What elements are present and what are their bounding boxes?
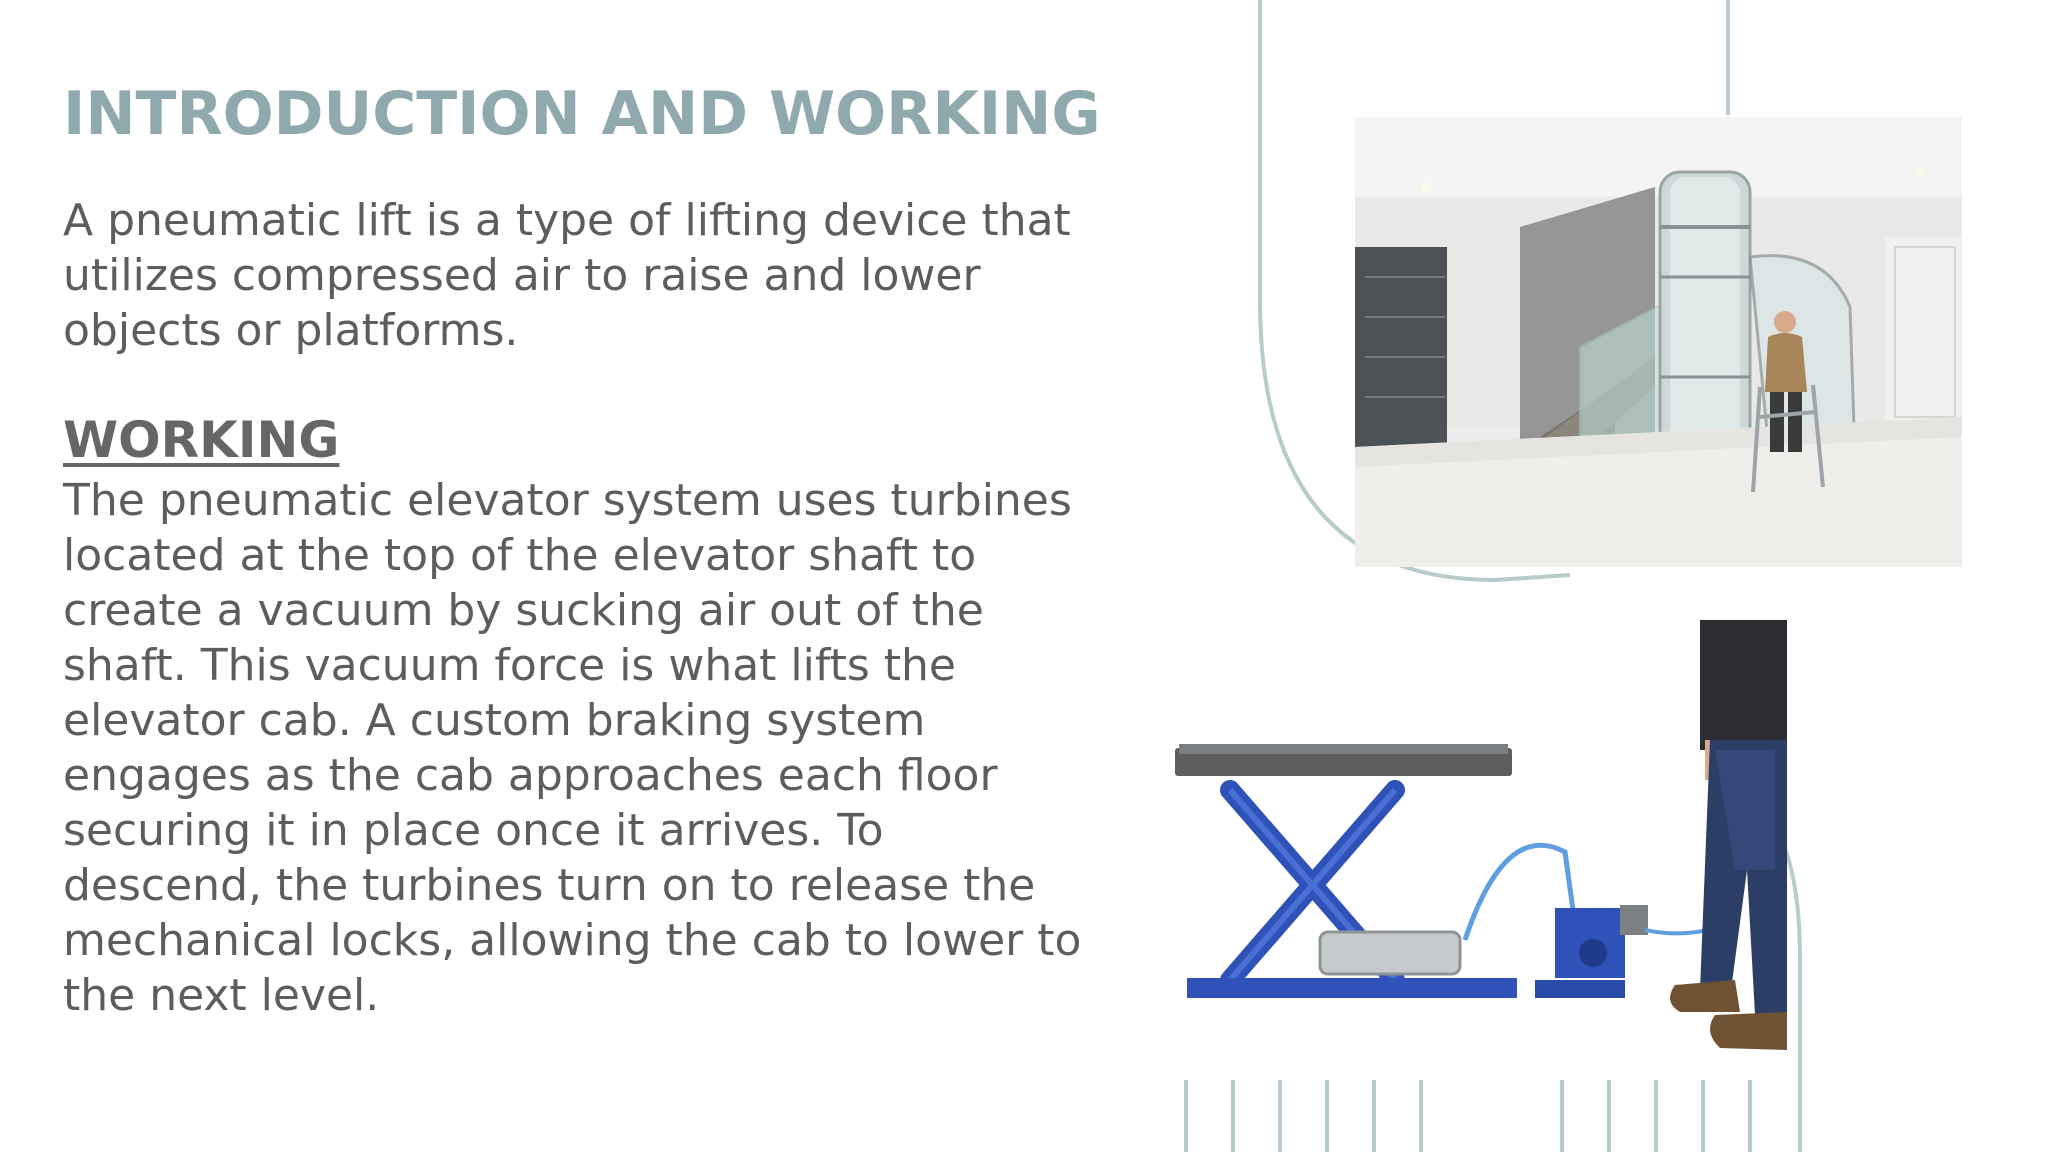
- scissor-lift-photo: [1175, 620, 1787, 1060]
- slide-title: INTRODUCTION AND WORKING: [63, 79, 1101, 149]
- intro-paragraph: A pneumatic lift is a type of lifting device that utilizes compressed air to raise and lower objects or platforms.: [63, 195, 1071, 356]
- elevator-photo: [1355, 117, 1962, 567]
- working-paragraph: The pneumatic elevator system uses turbines located at the top of the elevator shaft to create a vacuum by sucking air out of the shaft. This vacuum force is what lifts the elevator cab. A custom braking system engages as the cab approaches each floor securing it in place once it arrives. To descend, the turbines turn on to release the mechanical locks, allowing the cab to lower to the next level.: [63, 475, 1082, 1021]
- working-heading: WORKING: [63, 411, 340, 469]
